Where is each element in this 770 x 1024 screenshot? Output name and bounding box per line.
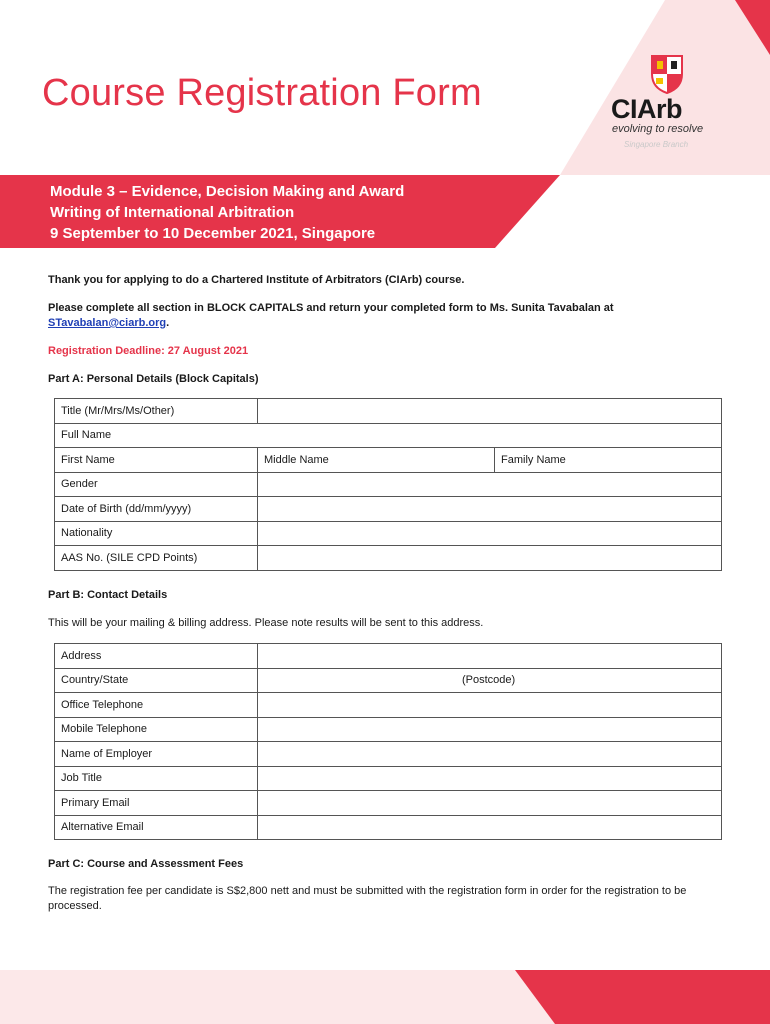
email-suffix: . [166, 317, 170, 329]
country-label: Country/State [55, 668, 258, 693]
table-row [55, 423, 722, 448]
table-row [55, 815, 722, 840]
table-row [55, 546, 722, 571]
logo-brand: CIArb [611, 94, 682, 124]
course-dates: 9 September to 10 December 2021, Singapore [50, 225, 376, 242]
first-name-field[interactable]: First Name [55, 448, 258, 473]
dob-input[interactable] [258, 497, 722, 522]
mobile-telephone-label: Mobile Telephone [55, 717, 258, 742]
alternative-email-input[interactable] [258, 815, 722, 840]
job-title-label: Job Title [55, 766, 258, 791]
bottom-right-red-corner [515, 970, 770, 1024]
aas-label: AAS No. (SILE CPD Points) [55, 546, 258, 571]
page-title: Course Registration Form [42, 72, 482, 114]
ciarb-logo [605, 50, 725, 160]
office-telephone-input[interactable] [258, 693, 722, 718]
course-name-line-2: Writing of International Arbitration [50, 204, 295, 221]
part-a-heading: Part A: Personal Details (Block Capitals) [48, 373, 259, 385]
table-row [55, 717, 722, 742]
part-c-heading: Part C: Course and Assessment Fees [48, 858, 244, 870]
primary-email-input[interactable] [258, 791, 722, 816]
address-label: Address [55, 644, 258, 669]
course-banner [50, 181, 404, 244]
table-row [55, 791, 722, 816]
postcode-input[interactable]: (Postcode) [258, 668, 722, 693]
alternative-email-label: Alternative Email [55, 815, 258, 840]
nationality-input[interactable] [258, 521, 722, 546]
gender-input[interactable] [258, 472, 722, 497]
table-row [55, 693, 722, 718]
middle-name-field[interactable]: Middle Name [258, 448, 495, 473]
intro-instruction [48, 301, 738, 331]
part-b-note: This will be your mailing & billing address. Please note results will be sent to this address. [48, 617, 484, 629]
office-telephone-label: Office Telephone [55, 693, 258, 718]
part-b-heading: Part B: Contact Details [48, 589, 168, 601]
table-row [55, 448, 722, 473]
dob-label: Date of Birth (dd/mm/yyyy) [55, 497, 258, 522]
course-name-line-1: Module 3 – Evidence, Decision Making and Award [50, 183, 405, 200]
mobile-telephone-input[interactable] [258, 717, 722, 742]
aas-input[interactable] [258, 546, 722, 571]
logo-tagline: evolving to resolve [612, 123, 704, 135]
table-row [55, 497, 722, 522]
title-input[interactable] [258, 399, 722, 424]
nationality-label: Nationality [55, 521, 258, 546]
employer-input[interactable] [258, 742, 722, 767]
table-row [55, 644, 722, 669]
personal-details-table [54, 398, 722, 571]
table-row [55, 766, 722, 791]
table-row [55, 399, 722, 424]
job-title-input[interactable] [258, 766, 722, 791]
contact-email-link[interactable]: STavabalan@ciarb.org [48, 317, 167, 329]
logo-chapter: Singapore Branch [624, 140, 689, 149]
full-name-label: Full Name [55, 423, 722, 448]
employer-label: Name of Employer [55, 742, 258, 767]
family-name-field[interactable]: Family Name [495, 448, 722, 473]
intro-thanks: Thank you for applying to do a Chartered Institute of Arbitrators (CIArb) course. [48, 274, 465, 286]
address-input[interactable] [258, 644, 722, 669]
table-row [55, 472, 722, 497]
table-row [55, 521, 722, 546]
title-label: Title (Mr/Mrs/Ms/Other) [55, 399, 258, 424]
contact-details-table [54, 643, 722, 840]
primary-email-label: Primary Email [55, 791, 258, 816]
table-row [55, 668, 722, 693]
table-row [55, 742, 722, 767]
part-c-fee-text: The registration fee per candidate is S$2,800 nett and must be submitted with the registration form in order for the registration to be processed. [48, 885, 687, 912]
crest-icon [650, 52, 684, 94]
registration-deadline: Registration Deadline: 27 August 2021 [48, 345, 249, 357]
gender-label: Gender [55, 472, 258, 497]
instruction-text: Please complete all section in BLOCK CAPITALS and return your completed form to Ms. Sunita Tavabalan at [48, 302, 614, 314]
